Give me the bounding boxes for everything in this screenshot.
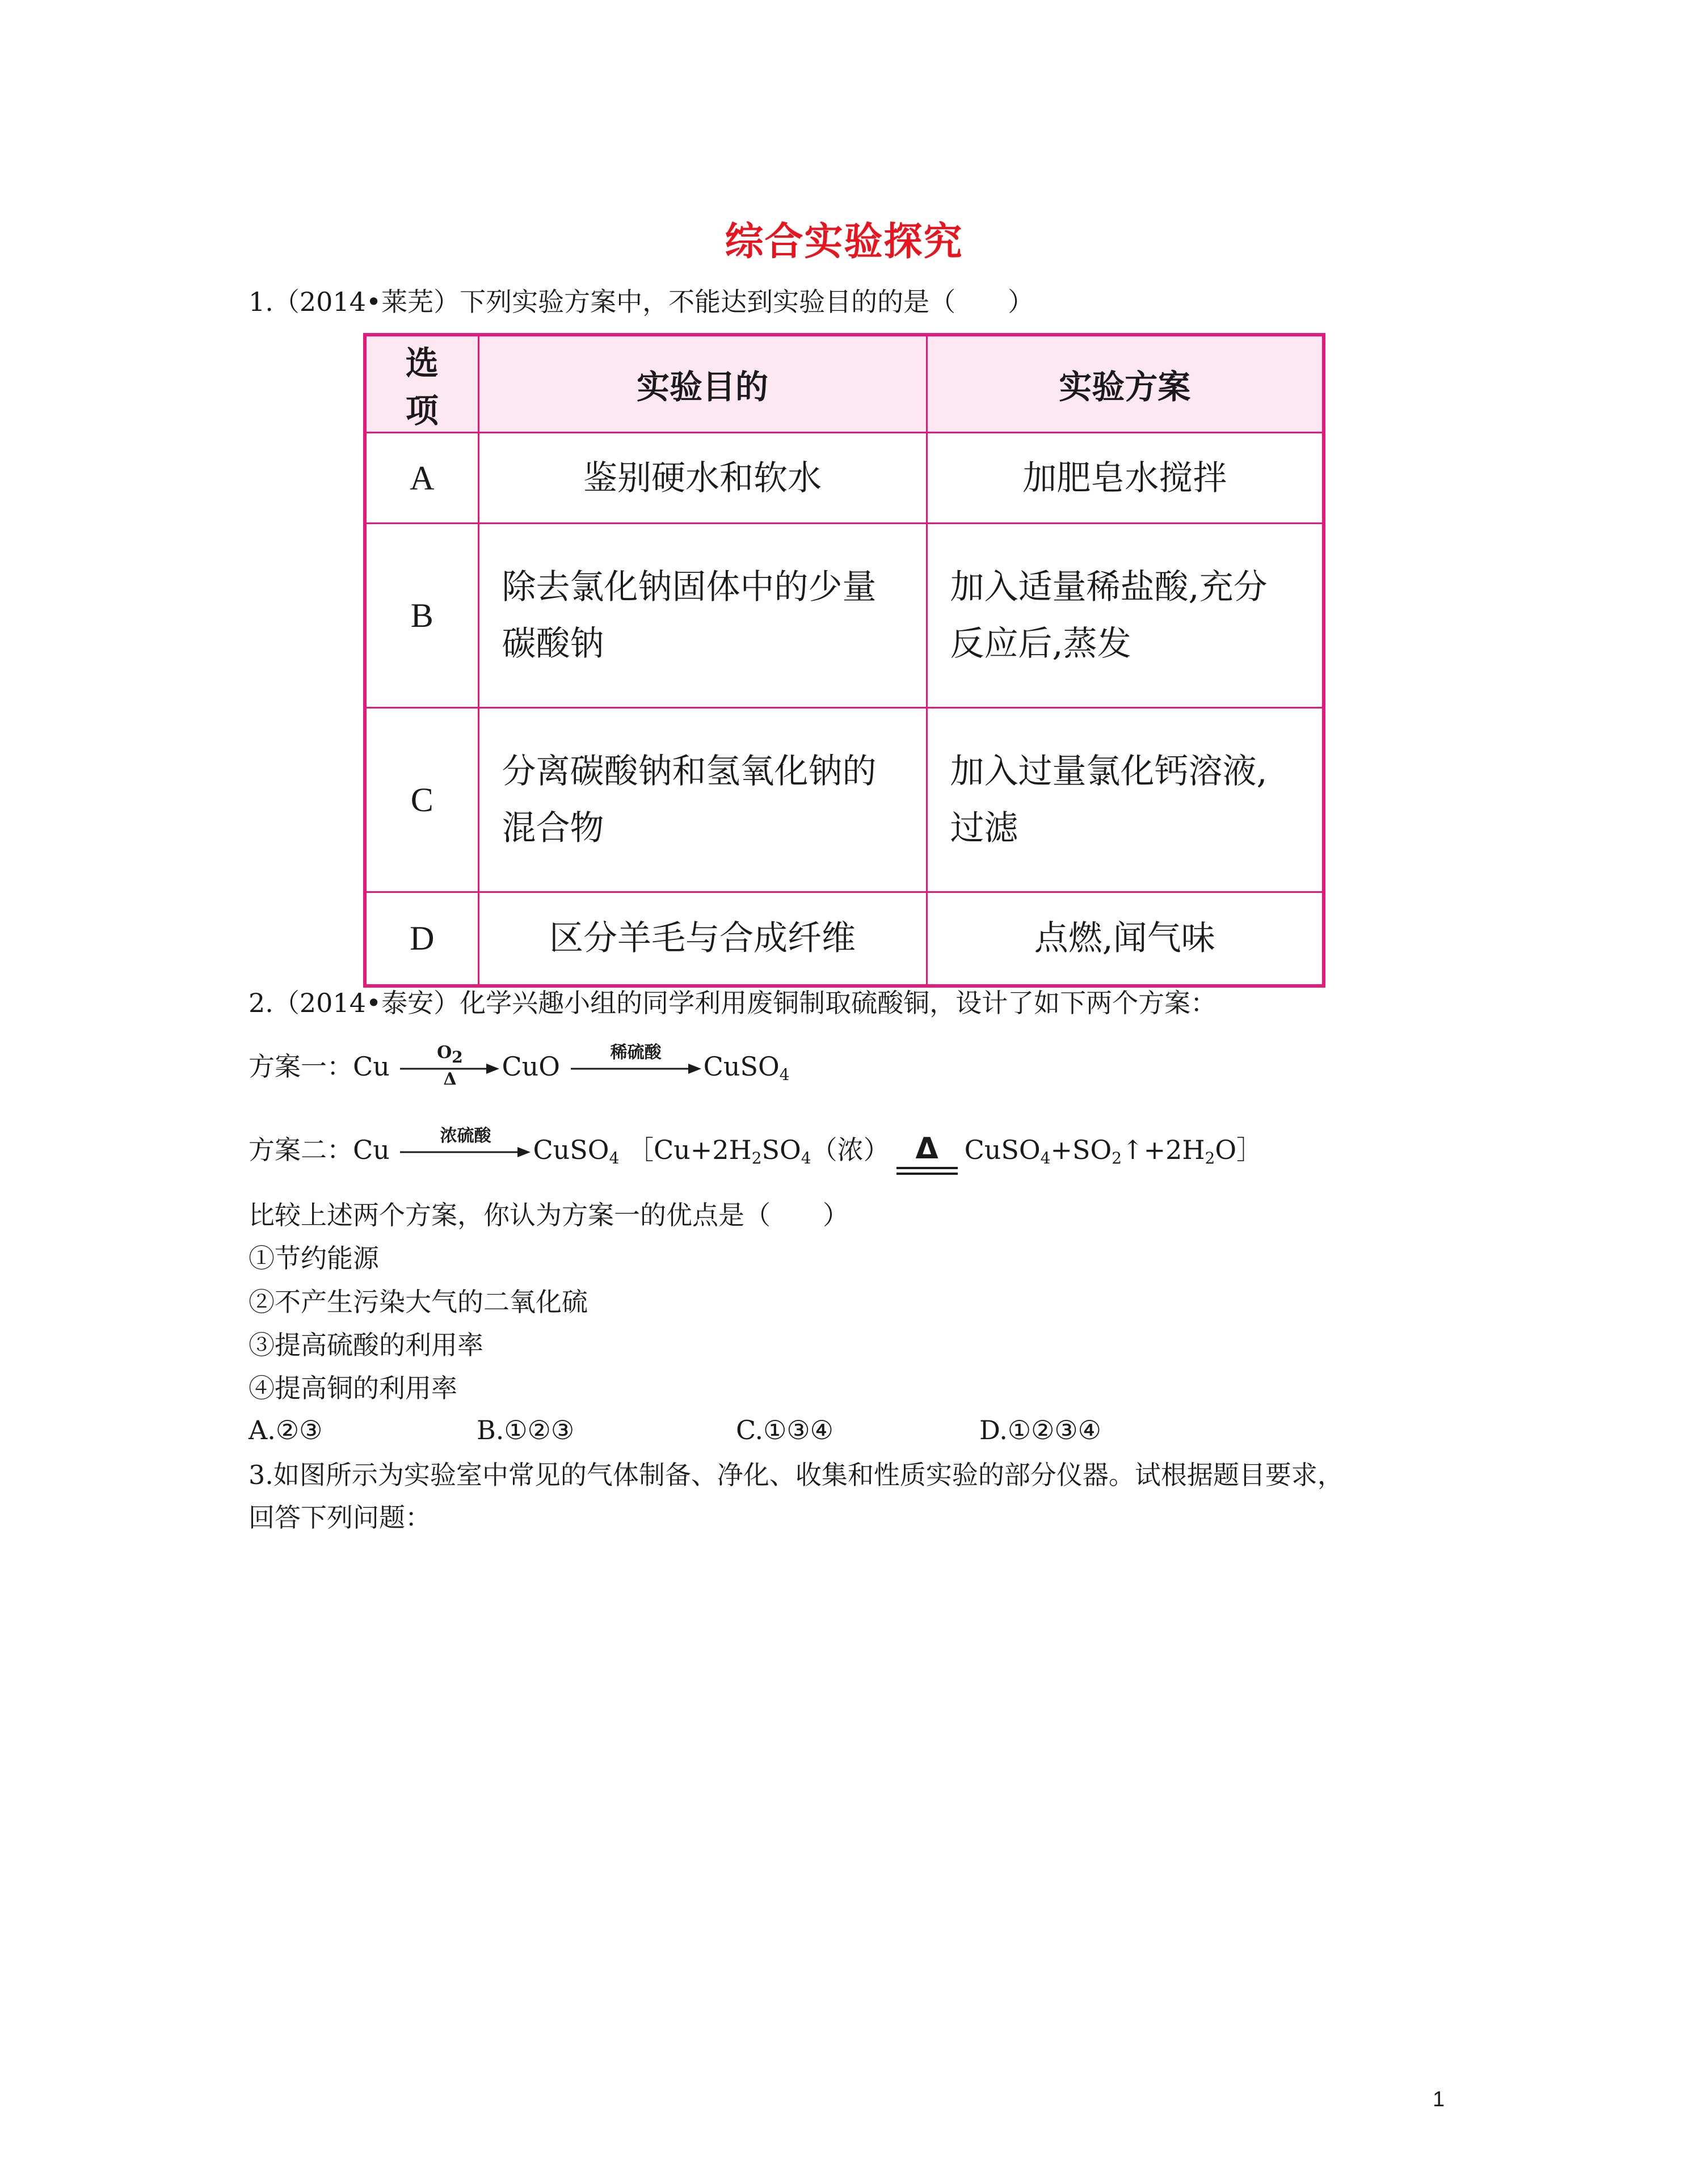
arrow-label-dilute-acid: 稀硫酸	[610, 1043, 662, 1063]
question-1-stem: 1.（2014•莱芜）下列实验方案中，不能达到实验目的的是（ ）	[249, 286, 1034, 317]
plan-2-line	[249, 1126, 1263, 1169]
page-number: 1	[1433, 2088, 1445, 2111]
arrow-label-o2: $O_2$	[437, 1043, 463, 1066]
cell-option: B	[365, 524, 478, 708]
cell-plan: 加入适量稀盐酸,充分反应后,蒸发	[927, 524, 1324, 708]
arrow-label-conc-acid: 浓硫酸	[440, 1126, 491, 1146]
table-row	[365, 524, 1324, 708]
point-item: ①节约能源	[249, 1243, 379, 1274]
option-d: D.①②③④	[979, 1415, 1101, 1445]
plan-2-equation: $[Cu+2H_2SO_4$（浓） Δ $CuSO_4+SO_2↑+2H_2O]$	[628, 1135, 1262, 1165]
question-2-stem: 2.（2014•泰安）化学兴趣小组的同学利用废铜制取硫酸铜，设计了如下两个方案：	[249, 988, 1217, 1018]
reaction-arrow-icon	[400, 1126, 531, 1158]
plan-2-label: 方案二：	[249, 1135, 353, 1165]
plan-1-mid: CuO	[502, 1051, 560, 1082]
header-option: 选项	[365, 335, 478, 433]
cell-plan: 点燃,闻气味	[927, 892, 1324, 986]
plan-1-label: 方案一：	[249, 1051, 353, 1082]
table-row	[365, 433, 1324, 524]
cell-plan: 加肥皂水搅拌	[927, 433, 1324, 524]
option-b: B.①②③	[477, 1415, 575, 1445]
page-title: 综合实验探究	[725, 219, 963, 264]
option-a: A.②③	[249, 1415, 323, 1445]
question-3-line-1: 3.如图所示为实验室中常见的气体制备、净化、收集和性质实验的部分仪器。试根据题目要求，	[249, 1460, 1344, 1490]
plan-2-start: Cu	[353, 1135, 390, 1165]
cell-goal: 鉴别硬水和软水	[478, 433, 927, 524]
cell-option: C	[365, 708, 478, 892]
plan-1-line	[249, 1043, 790, 1089]
experiment-table	[363, 333, 1325, 988]
cell-goal: 分离碳酸钠和氢氧化钠的混合物	[478, 708, 927, 892]
point-item: ②不产生污染大气的二氧化硫	[249, 1287, 588, 1317]
plan-1-end: CuSO$_4$	[703, 1051, 790, 1084]
cell-goal: 区分羊毛与合成纤维	[478, 892, 927, 986]
reaction-arrow-icon	[571, 1043, 701, 1074]
table-header-row	[365, 335, 1324, 433]
point-item: ④提高铜的利用率	[249, 1373, 457, 1403]
cell-plan: 加入过量氯化钙溶液,过滤	[927, 708, 1324, 892]
plan-2-end: CuSO$_4$	[533, 1135, 620, 1167]
header-plan: 实验方案	[927, 335, 1324, 433]
reaction-arrow-icon	[400, 1043, 499, 1089]
table-row	[365, 708, 1324, 892]
question-2-ask: 比较上述两个方案，你认为方案一的优点是（ ）	[249, 1200, 849, 1230]
question-3-line-2: 回答下列问题：	[249, 1502, 431, 1533]
cell-option: A	[365, 433, 478, 524]
cell-goal: 除去氯化钠固体中的少量碳酸钠	[478, 524, 927, 708]
point-item: ③提高硫酸的利用率	[249, 1330, 483, 1360]
cell-option: D	[365, 892, 478, 986]
header-goal: 实验目的	[478, 335, 927, 433]
arrow-label-heat: Δ	[443, 1069, 457, 1089]
heat-equals-icon: Δ	[896, 1135, 958, 1169]
option-c: C.①③④	[736, 1415, 834, 1445]
table-row	[365, 892, 1324, 986]
plan-1-start: Cu	[353, 1051, 390, 1082]
